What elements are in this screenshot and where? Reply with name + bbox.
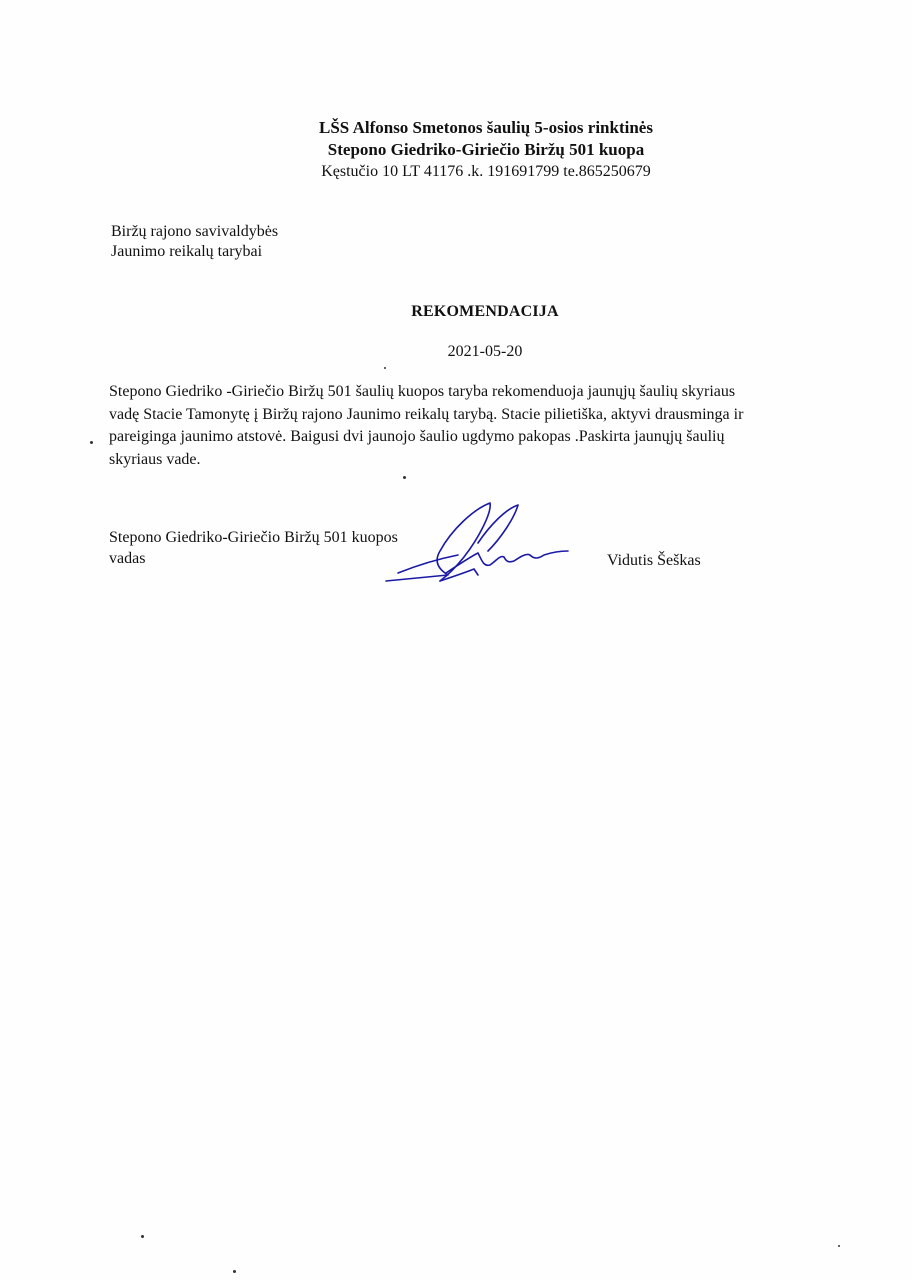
scan-speck [838,1245,840,1247]
scan-speck [403,476,406,479]
document-date: 2021-05-20 [447,343,523,360]
signer-position-line-2: vadas [109,550,146,567]
handwritten-signature [378,495,578,595]
document-title: REKOMENDACIJA [411,303,559,320]
scan-speck [384,367,386,369]
org-address: Kęstučio 10 LT 41176 .k. 191691799 te.865250679 [321,163,651,180]
recipient-line-2: Jaunimo reikalų tarybai [111,243,263,260]
body-line: pareiginga jaunimo atstovė. Baigusi dvi jaunojo šaulio ugdymo pakopas .Paskirta jaunųjų šaulių [109,428,725,445]
org-name-line-1: LŠS Alfonso Smetonos šaulių 5-osios rinktinės [319,118,653,137]
body-line: vadę Stacie Tamonytę į Biržų rajono Jaunimo reikalų tarybą. Stacie pilietiška, aktyvi drausminga ir [109,405,744,423]
body-line: Stepono Giedriko -Giriečio Biržų 501 šaulių kuopos taryba rekomenduoja jaunųjų šaulių skyriaus [109,383,736,400]
scan-speck [233,1270,236,1273]
recipient-line-1: Biržų rajono savivaldybės [111,223,279,240]
body-line: skyriaus vade. [109,450,201,468]
recipient-block [111,222,278,262]
signer-name: Vidutis Šeškas [607,552,701,569]
scan-speck [90,441,93,444]
signer-position-line-1: Stepono Giedriko-Giriečio Biržų 501 kuopos [109,529,398,546]
body-paragraph [109,381,827,471]
org-name-line-2: Stepono Giedriko-Giriečio Biržų 501 kuopa [327,140,645,159]
signer-position [109,527,398,569]
scan-speck [141,1235,144,1238]
letterhead [300,117,672,183]
